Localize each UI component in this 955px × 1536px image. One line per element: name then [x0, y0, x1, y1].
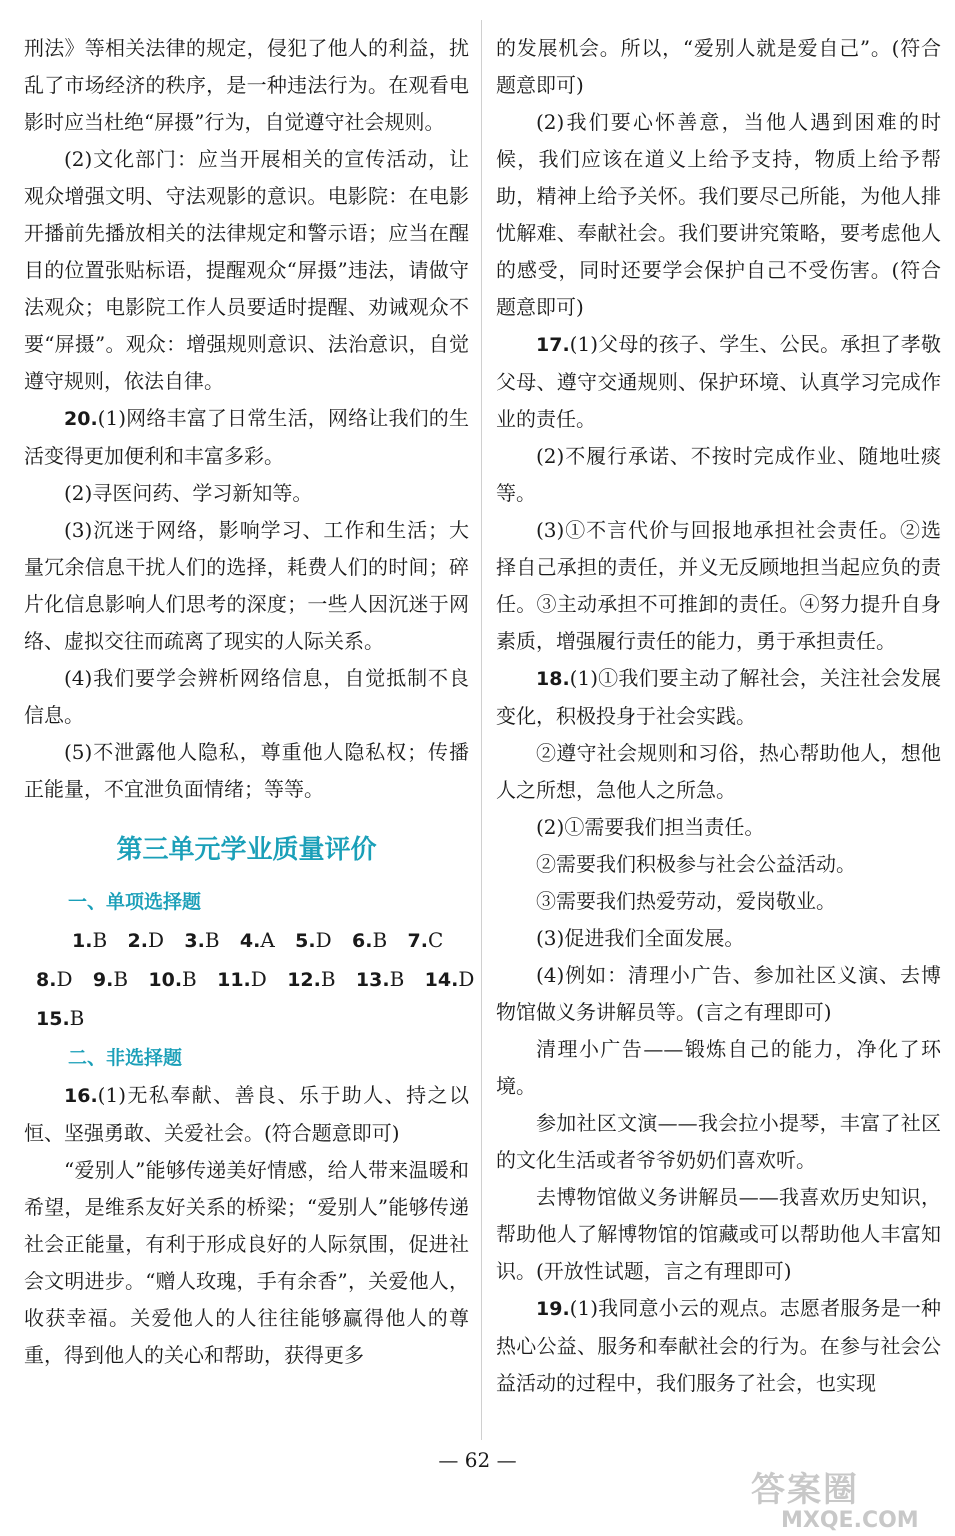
- question-17: [496, 326, 941, 438]
- answer-row: [36, 960, 475, 999]
- answer-item: 15.B: [36, 1006, 85, 1030]
- paragraph: (2)寻医问药、学习新知等。: [64, 481, 313, 505]
- answer-item: 10.B: [148, 967, 197, 991]
- answer-item: 4.A: [239, 928, 275, 952]
- answer-row: [72, 921, 469, 960]
- paragraph: (5)不泄露他人隐私，尊重他人隐私权；传播正能量，不宜泄负面情绪；等等。: [24, 740, 469, 801]
- section-heading-single-choice: 一、单项选择题: [68, 891, 202, 913]
- watermark-url: MXQE.COM: [781, 1508, 919, 1533]
- answer-item: 12.B: [287, 967, 336, 991]
- question-18: [496, 660, 941, 735]
- question-number: 18.: [536, 668, 570, 690]
- answer-item: 13.B: [355, 967, 405, 991]
- right-column: [496, 30, 941, 1402]
- answer-item: 9.B: [92, 967, 129, 991]
- question-number: 17.: [536, 334, 570, 356]
- question-number: 19.: [536, 1298, 570, 1320]
- paragraph: (3)促进我们全面发展。: [536, 926, 745, 950]
- question-20: [24, 400, 469, 475]
- paragraph: (2)我们要心怀善意，当他人遇到困难的时候，我们应该在道义上给予支持，物质上给予帮助，精神上给予关怀。我们要尽己所能，为他人排忧解难、奉献社会。我们要讲究策略，要考虑他人的感受，同时还要学会保护自己不受伤害。(符合题意即可): [496, 110, 941, 319]
- paragraph: ③需要我们热爱劳动，爱岗敬业。: [536, 889, 836, 913]
- paragraph: (2)①需要我们担当责任。: [536, 815, 765, 839]
- column-divider: [481, 20, 482, 1440]
- answer-item: 14.D: [424, 967, 475, 991]
- answer-item: 7.C: [407, 928, 444, 952]
- answer-text: (1)网络丰富了日常生活，网络让我们的生活变得更加便利和丰富多彩。: [24, 406, 469, 468]
- paragraph: 的发展机会。所以，“爱别人就是爱自己”。(符合题意即可): [496, 36, 941, 97]
- answer-text: (1)①我们要主动了解社会，关注社会发展变化，积极投身于社会实践。: [496, 666, 941, 728]
- answer-item: 1.B: [72, 928, 108, 952]
- unit-title: 第三单元学业质量评价: [116, 835, 377, 865]
- paragraph: 刑法》等相关法律的规定，侵犯了他人的利益，扰乱了市场经济的秩序，是一种违法行为。在观看电影时应当杜绝“屏摄”行为，自觉遵守社会规则。: [24, 36, 469, 134]
- watermark-logo: [751, 1470, 941, 1532]
- question-19: [496, 1290, 941, 1402]
- answer-key: [24, 921, 475, 1038]
- answer-text: (1)父母的孩子、学生、公民。承担了孝敬父母、遵守交通规则、保护环境、认真学习完成作业的责任。: [496, 332, 941, 431]
- watermark-text: 答案圈: [751, 1470, 859, 1510]
- answer-item: 5.D: [295, 928, 332, 952]
- paragraph: (4)例如：清理小广告、参加社区义演、去博物馆做义务讲解员等。(言之有理即可): [496, 963, 941, 1024]
- answer-row: [36, 999, 469, 1038]
- section-heading-non-choice: 二、非选择题: [68, 1047, 183, 1069]
- paragraph: ②需要我们积极参与社会公益活动。: [536, 852, 856, 876]
- left-column: [24, 30, 475, 1374]
- paragraph: 清理小广告——锻炼自己的能力，净化了环境。: [496, 1037, 941, 1098]
- answer-item: 3.B: [184, 928, 220, 952]
- paragraph: (2)文化部门：应当开展相关的宣传活动，让观众增强文明、守法观影的意识。电影院：在电影开播前先播放相关的法律规定和警示语；应当在醒目的位置张贴标语，提醒观众“屏摄”违法，请做守法观众；电影院工作人员要适时提醒、劝诫观众不要“屏摄”。观众：增强规则意识、法治意识，自觉遵守规则，依法自律。: [24, 147, 469, 393]
- question-number: 20.: [64, 408, 98, 430]
- paragraph: 参加社区文演——我会拉小提琴，丰富了社区的文化生活或者爷爷奶奶们喜欢听。: [496, 1111, 941, 1172]
- page-number: — 62 —: [438, 1448, 517, 1472]
- answer-text: (1)我同意小云的观点。志愿者服务是一种热心公益、服务和奉献社会的行为。在参与社会公益活动的过程中，我们服务了社会，也实现: [496, 1296, 941, 1395]
- answer-item: 2.D: [127, 928, 165, 952]
- paragraph: (4)我们要学会辨析网络信息，自觉抵制不良信息。: [24, 666, 469, 727]
- answer-item: 6.B: [352, 928, 388, 952]
- paragraph: 去博物馆做义务讲解员——我喜欢历史知识，帮助他人了解博物馆的馆藏或可以帮助他人丰富知识。(开放性试题，言之有理即可): [496, 1185, 941, 1283]
- answer-item: 11.D: [217, 967, 267, 991]
- question-number: 16.: [64, 1085, 98, 1107]
- paragraph: (3)沉迷于网络，影响学习、工作和生活；大量冗余信息干扰人们的选择，耗费人们的时间；碎片化信息影响人们思考的深度；一些人因沉迷于网络、虚拟交往而疏离了现实的人际关系。: [24, 518, 469, 653]
- answer-text: (1)无私奉献、善良、乐于助人、持之以恒、坚强勇敢、关爱社会。(符合题意即可): [24, 1083, 469, 1145]
- paragraph: “爱别人”能够传递美好情感，给人带来温暖和希望，是维系友好关系的桥梁；“爱别人”能够传递社会正能量，有利于形成良好的人际氛围，促进社会文明进步。“赠人玫瑰，手有余香”，关爱他人，收获幸福。关爱他人的人往往能够赢得他人的尊重，得到他人的关心和帮助，获得更多: [24, 1158, 469, 1367]
- question-16: [24, 1077, 469, 1152]
- paragraph: ②遵守社会规则和习俗，热心帮助他人，想他人之所想，急他人之所急。: [496, 741, 941, 802]
- paragraph: (2)不履行承诺、不按时完成作业、随地吐痰等。: [496, 444, 941, 505]
- answer-item: 8.D: [36, 967, 73, 991]
- paragraph: (3)①不言代价与回报地承担社会责任。②选择自己承担的责任，并义无反顾地担当起应负的责任。③主动承担不可推卸的责任。④努力提升自身素质，增强履行责任的能力，勇于承担责任。: [496, 518, 941, 653]
